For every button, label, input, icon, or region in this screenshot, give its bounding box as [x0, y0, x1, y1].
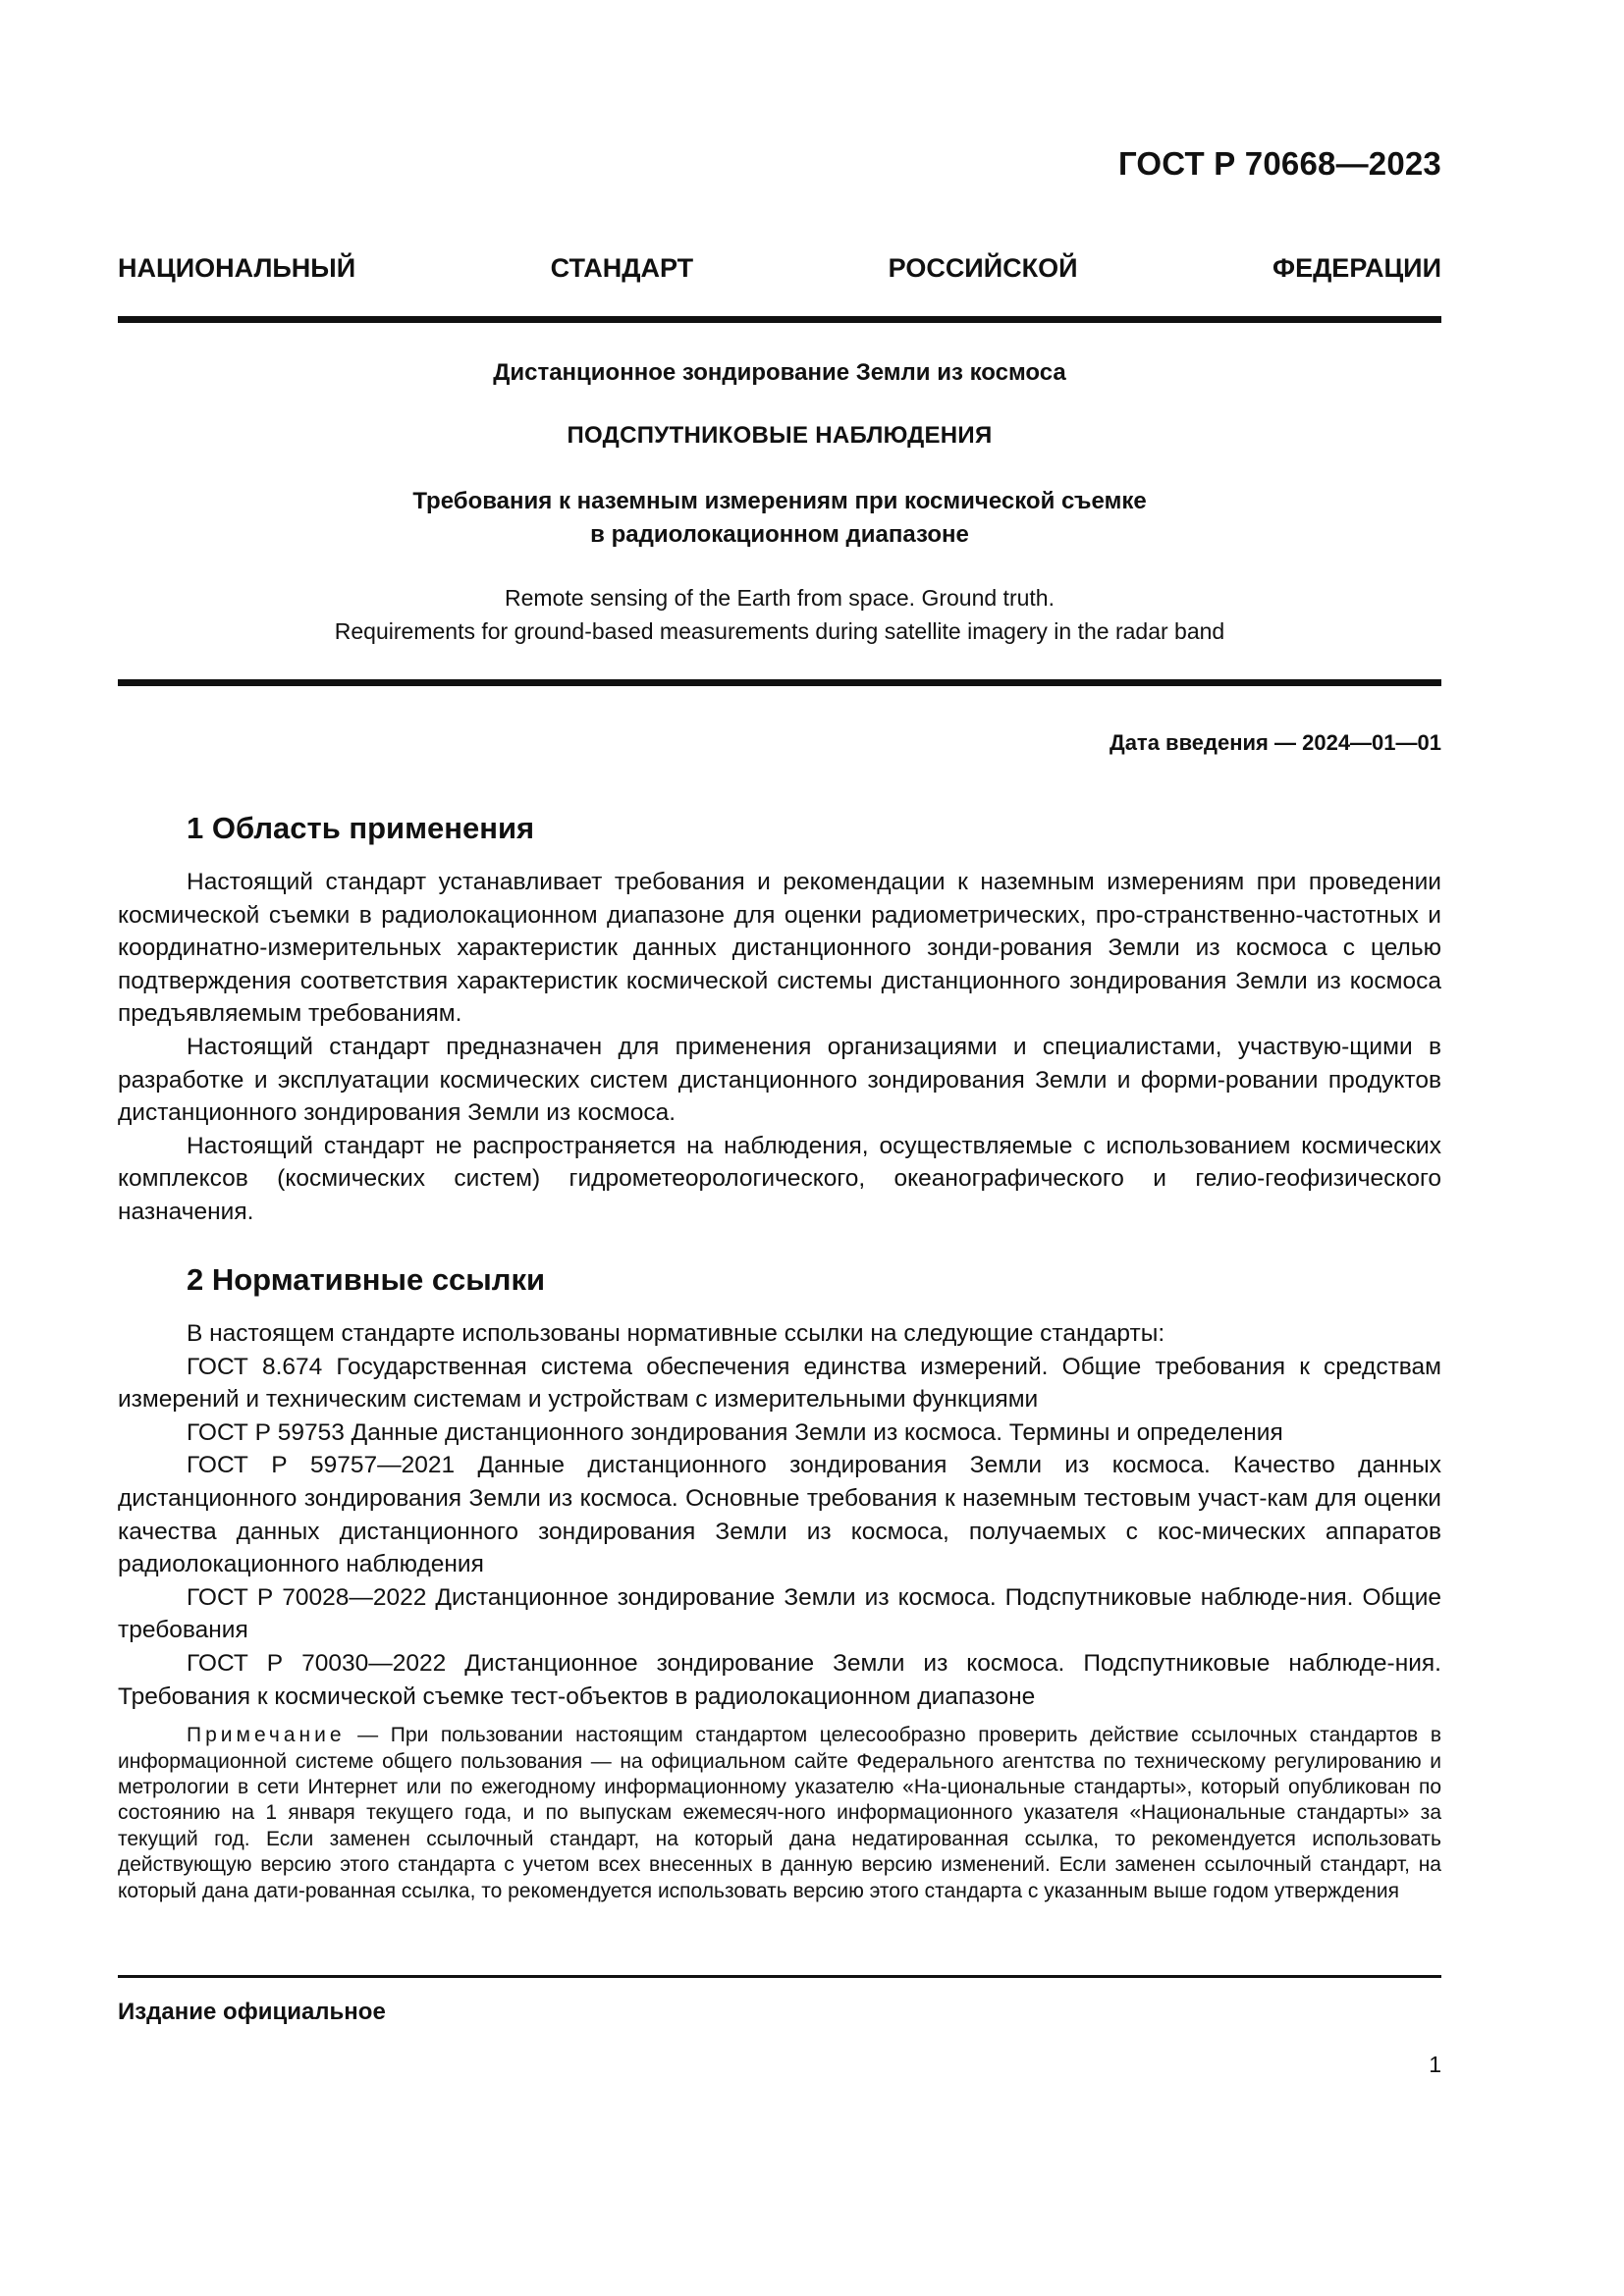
gost-number: ГОСТ Р 70668—2023	[1117, 145, 1441, 182]
section-normative-references	[118, 1262, 1441, 1904]
title-line-3a: Требования к наземным измерениям при космической съемке	[412, 488, 1147, 514]
official-edition-label: Издание официальное	[118, 1999, 386, 2025]
note-label: Примечание	[187, 1724, 346, 1747]
title-line-1: Дистанционное зондирование Земли из космоса	[493, 359, 1066, 386]
title-line-3	[118, 485, 1441, 552]
reference-item: ГОСТ Р 59753 Данные дистанционного зондирования Земли из космоса. Термины и определения	[187, 1418, 1283, 1446]
reference-item: ГОСТ 8.674 Государственная система обеспечения единства измерений. Общие требования к средствам измерений и техническим системам и устройствам с измерительными функциями	[118, 1353, 1441, 1414]
page-number: 1	[1429, 2052, 1441, 2077]
note-text: — При пользовании настоящим стандартом целесообразно проверить действие ссылочных стандартов в информационной системе общего пользования — на официальном сайте Федерального агентства по техническому регулированию и метрологии в сети Интернет или по ежегодному информационному указателю «На-циональные стандарты», который опубликован по состоянию на 1 января текущего года, и по выпускам ежемесяч-ного информационного указателя «Национальные стандарты» за текущий год. Если заменен ссылочный стандарт, на который дана недатированная ссылка, то рекомендуется использовать действующую версию этого стандарта с учетом всех внесенных в данную версию изменений. Если заменен ссылочный стандарт, на который дана дати-рованная ссылка, то рекомендуется использовать версию этого стандарта с указанным выше годом утверждения	[118, 1724, 1441, 1902]
title-line-3b: в радиолокационном диапазоне	[590, 521, 969, 548]
top-rule	[118, 316, 1441, 323]
reference-item: ГОСТ Р 70028—2022 Дистанционное зондирование Земли из космоса. Подспутниковые наблюде-ния. Общие требования	[118, 1583, 1441, 1644]
section-scope	[118, 811, 1441, 1229]
section-2-note	[118, 1723, 1441, 1904]
english-title	[118, 581, 1441, 648]
section-1-heading: 1 Область применения	[187, 811, 535, 845]
section-2-heading: 2 Нормативные ссылки	[187, 1262, 546, 1297]
footer-rule	[118, 1975, 1441, 1978]
intro-date: Дата введения — 2024—01—01	[1110, 730, 1441, 755]
reference-item: ГОСТ Р 59757—2021 Данные дистанционного зондирования Земли из космоса. Качество данных дистанционного зондирования Земли из космоса. Основные требования к наземным тестовым участ-кам для оценки качества данных дистанционного зондирования Земли из космоса, получаемых с кос-мических аппаратов радиолокационного наблюдения	[118, 1452, 1441, 1578]
section-2-intro: В настоящем стандарте использованы нормативные ссылки на следующие стандарты:	[187, 1320, 1165, 1347]
section-1-paragraph-2: Настоящий стандарт предназначен для применения организациями и специалистами, участвую-щими в разработке и эксплуатации космических систем дистанционного зондирования Земли и форми-ровании продуктов дистанционного зондирования Земли из космоса.	[118, 1033, 1441, 1127]
section-1-paragraph-3: Настоящий стандарт не распространяется на наблюдения, осуществляемые с использованием космических комплексов (космических систем) гидрометеорологического, океанографического и гелио-геофизического назначения.	[118, 1132, 1441, 1225]
english-title-line-2: Requirements for ground-based measurements during satellite imagery in the radar band	[334, 618, 1225, 644]
title-line-2: ПОДСПУТНИКОВЫЕ НАБЛЮДЕНИЯ	[567, 422, 993, 449]
section-1-paragraph-1: Настоящий стандарт устанавливает требования и рекомендации к наземным измерениям при проведении космической съемки в радиолокационном диапазоне для оценки радиометрических, про-странственно-частотных и координатно-измерительных характеристик данных дистанционного зонди-рования Земли из космоса с целью подтверждения соответствия характеристик космической системы дистанционного зондирования Земли из космоса предъявляемым требованиям.	[118, 869, 1441, 1028]
reference-item: ГОСТ Р 70030—2022 Дистанционное зондирование Земли из космоса. Подспутниковые наблюде-ния. Требования к космической съемке тест-объектов в радиолокационном диапазоне	[118, 1649, 1441, 1710]
english-title-line-1: Remote sensing of the Earth from space. Ground truth.	[505, 585, 1055, 611]
national-standard-banner: НАЦИОНАЛЬНЫЙ СТАНДАРТ РОССИЙСКОЙ ФЕДЕРАЦИИ	[118, 253, 1441, 283]
title-bottom-rule	[118, 679, 1441, 686]
